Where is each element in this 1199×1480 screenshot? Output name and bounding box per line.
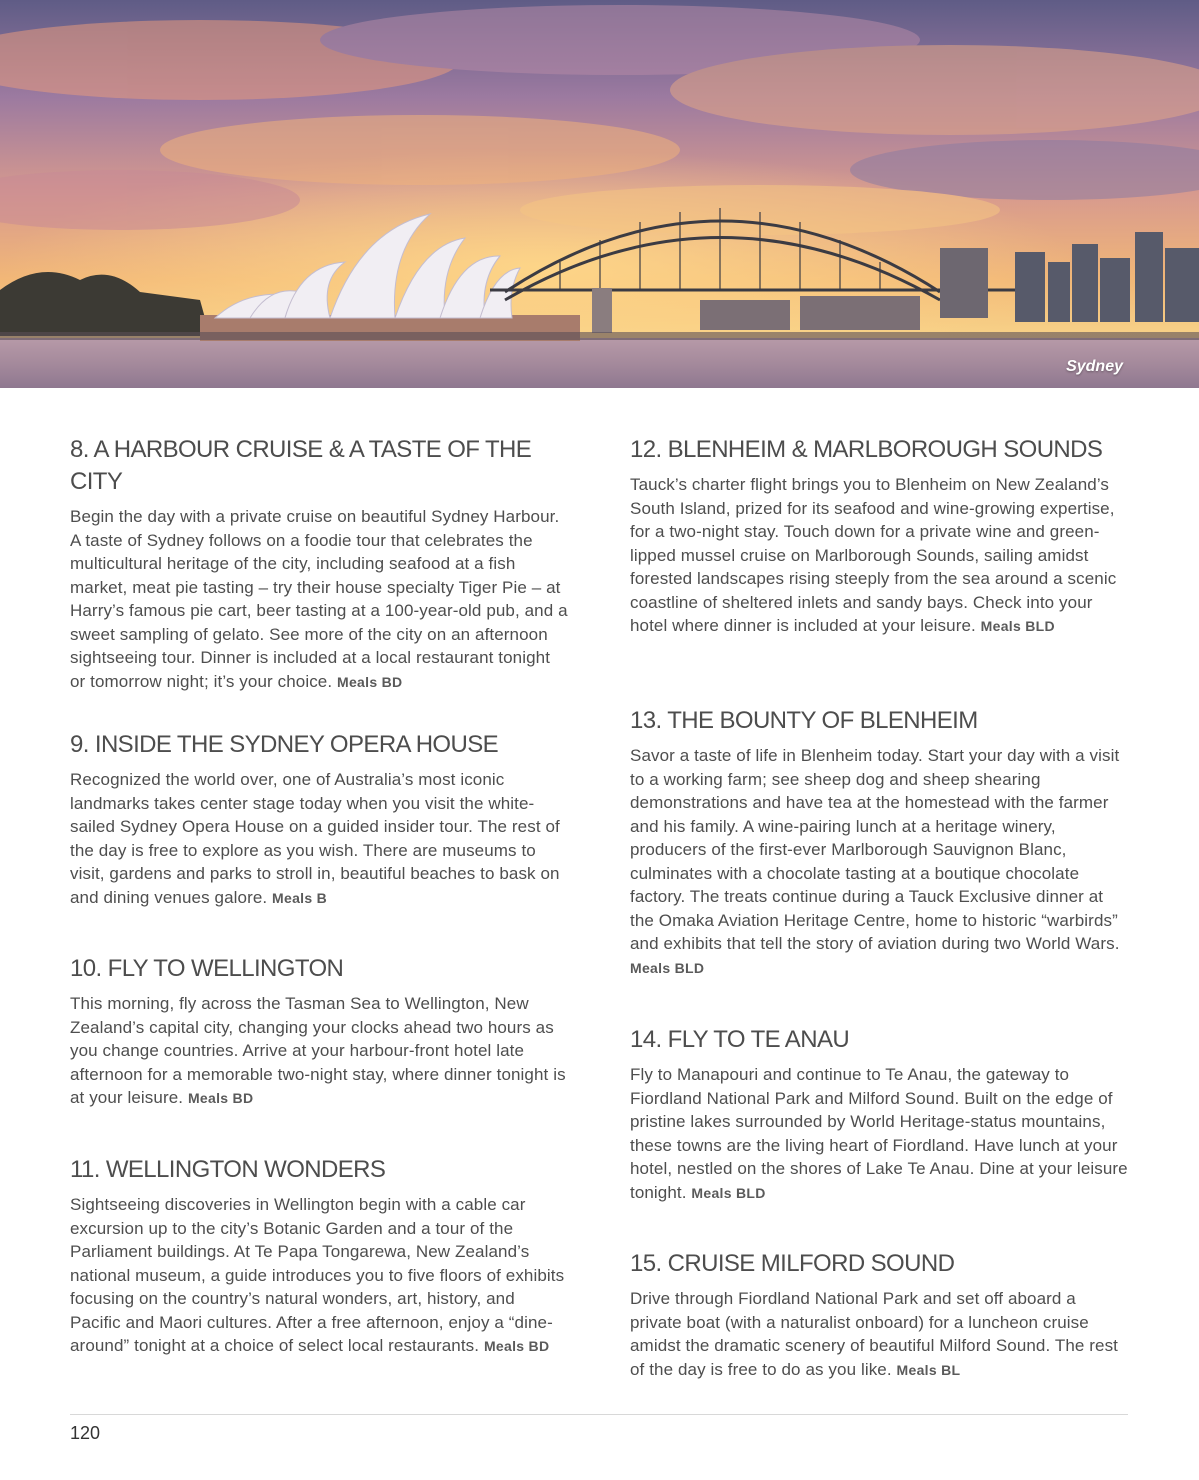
meals-label: Meals BLD — [691, 1184, 766, 1201]
section-body: Tauck’s charter flight brings you to Blenheim on New Zealand’s South Island, prized for its seafood and wine-growing expertise, for a two-night stay. Touch down for a private wine and green-lipped mussel cruise on Marlborough Sounds, sailing amidst forested landscapes rising steeply from the sea around a scenic coastline of sheltered inlets and sandy bays. Check into your hotel where dinner is included at your leisure. Meals BLD — [630, 475, 1117, 635]
section-heading: 13. THE BOUNTY OF BLENHEIM — [630, 707, 978, 734]
itinerary-day-15 — [630, 1248, 1130, 1382]
section-heading: 15. CRUISE MILFORD SOUND — [630, 1250, 955, 1277]
section-body: This morning, fly across the Tasman Sea to Wellington, New Zealand’s capital city, changing your clocks ahead two hours as you change countries. Arrive at your harbour-front hotel late afternoon for a memorable two-night stay, where dinner tonight is at your leisure. Meals BD — [70, 994, 566, 1107]
meals-label: Meals BLD — [630, 959, 705, 976]
section-body: Begin the day with a private cruise on beautiful Sydney Harbour. A taste of Sydney follows on a foodie tour that celebrates the multicultural heritage of the city, including seafood at a fish market, meat pie tasting – try their house specialty Tiger Pie – at Harry’s famous pie cart, beer tasting at a 100-year-old pub, and a sweet sampling of gelato. See more of the city on an afternoon sightseeing tour. Dinner is included at a local restaurant tonight or tomorrow night; it’s your choice. Meals BD — [70, 507, 568, 691]
meals-label: Meals BD — [337, 673, 403, 690]
section-body: Savor a taste of life in Blenheim today. Start your day with a visit to a working farm; see sheep dog and sheep shearing demonstrations and have tea at the homestead with the farmer and his family. A wine-pairing lunch at a heritage winery, producers of the first-ever Marlborough Sauvignon Blanc, culminates with a chocolate tasting at a boutique chocolate factory. The treats continue during a Tauck Exclusive dinner at the Omaka Aviation Heritage Centre, home to historic “warbirds” and exhibits that tell the story of aviation during two World Wars. Meals BLD — [630, 746, 1120, 976]
section-body: Sightseeing discoveries in Wellington begin with a cable car excursion up to the city’s Botanic Garden and a tour of the Parliament buildings. At Te Papa Tongarewa, New Zealand’s national museum, a guide introduces you to five floors of exhibits focusing on the country’s natural wonders, art, history, and Pacific and Maori cultures. After a free afternoon, enjoy a “dine-around” tonight at a choice of select local restaurants. Meals BD — [70, 1195, 565, 1355]
meals-label: Meals BL — [896, 1361, 961, 1378]
itinerary-day-8 — [70, 434, 570, 694]
meals-label: Meals BD — [187, 1090, 254, 1106]
page-number: 120 — [70, 1423, 101, 1443]
itinerary-day-13 — [630, 705, 1130, 980]
meals-label: Meals BD — [483, 1338, 550, 1354]
footer-divider — [70, 1414, 1128, 1415]
section-heading: 12. BLENHEIM & MARLBOROUGH SOUNDS — [630, 436, 1103, 463]
section-heading: 11. WELLINGTON WONDERS — [70, 1156, 386, 1183]
sydney-harbour-illustration — [0, 0, 1199, 388]
itinerary-day-12 — [630, 434, 1130, 639]
section-heading: 8. A HARBOUR CRUISE & A TASTE OF THE CITY — [70, 436, 532, 495]
itinerary-day-11 — [70, 1154, 570, 1359]
itinerary-day-14 — [630, 1024, 1130, 1205]
section-body: Drive through Fiordland National Park and set off aboard a private boat (with a naturalist onboard) for a luncheon cruise amidst the dramatic scenery of beautiful Milford Sound. The rest of the day is free to do as you like. Meals BL — [630, 1289, 1118, 1379]
section-body: Fly to Manapouri and continue to Te Anau, the gateway to Fiordland National Park and Milford Sound. Built on the edge of pristine lakes surrounded by World Heritage-status mountains, these towns are the living heart of Fiordland. Have lunch at your hotel, nestled on the shores of Lake Te Anau. Dine at your leisure tonight. Meals BLD — [630, 1065, 1128, 1202]
section-heading: 9. INSIDE THE SYDNEY OPERA HOUSE — [70, 731, 499, 758]
meals-label: Meals B — [272, 889, 328, 906]
section-body: Recognized the world over, one of Australia’s most iconic landmarks takes center stage today when you visit the white-sailed Sydney Opera House on a guided insider tour. The rest of the day is free to explore as you wish. There are museums to visit, gardens and parks to stroll in, beautiful beaches to bask on and dining venues galore. Meals B — [70, 770, 560, 907]
photo-caption: Sydney — [1066, 358, 1123, 375]
itinerary-day-10 — [70, 953, 570, 1111]
section-heading: 14. FLY TO TE ANAU — [630, 1026, 850, 1053]
section-heading: 10. FLY TO WELLINGTON — [70, 955, 344, 982]
itinerary-day-9 — [70, 729, 570, 910]
meals-label: Meals BLD — [980, 618, 1055, 634]
hero-photo-sydney — [0, 0, 1199, 388]
